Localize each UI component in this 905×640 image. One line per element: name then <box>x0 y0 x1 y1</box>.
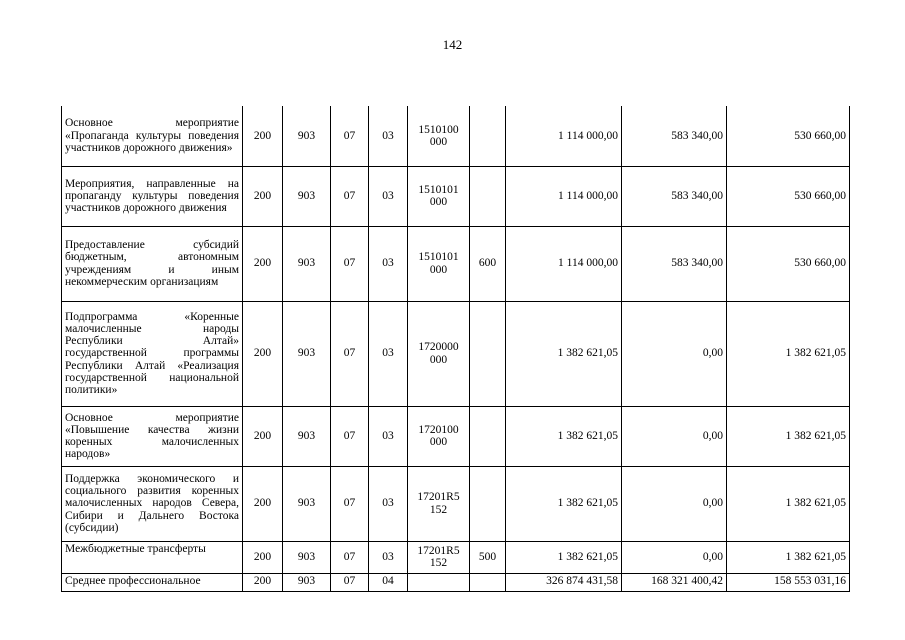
row-sum-1: 1 382 621,05 <box>506 541 622 573</box>
row-section: 07 <box>331 466 369 541</box>
row-subsection: 03 <box>369 226 408 301</box>
table-row <box>62 406 850 466</box>
table-row <box>62 166 850 226</box>
row-code: 200 <box>243 166 283 226</box>
row-department-code: 903 <box>283 226 331 301</box>
row-sum-3: 1 382 621,05 <box>727 301 850 406</box>
row-section: 07 <box>331 301 369 406</box>
row-expense-type <box>470 573 506 591</box>
row-sum-3: 530 660,00 <box>727 106 850 166</box>
row-department-code: 903 <box>283 166 331 226</box>
row-sum-2: 0,00 <box>622 466 727 541</box>
row-sum-3: 530 660,00 <box>727 166 850 226</box>
row-sum-1: 1 382 621,05 <box>506 406 622 466</box>
row-name: Подпрограмма «Коренные малочисленные народы Республики Алтай» государственной программы Республики Алтай «Реализация государственной национальной политики» <box>62 301 243 406</box>
row-sum-2: 168 321 400,42 <box>622 573 727 591</box>
row-sum-1: 1 114 000,00 <box>506 226 622 301</box>
row-sum-2: 583 340,00 <box>622 226 727 301</box>
table-row <box>62 301 850 406</box>
row-expense-type <box>470 106 506 166</box>
row-name: Предоставление субсидий бюджетным, автономным учреждениям и иным некоммерческим организациям <box>62 226 243 301</box>
row-code: 200 <box>243 301 283 406</box>
row-subsection: 03 <box>369 406 408 466</box>
row-target-article: 1510101 000 <box>408 226 470 301</box>
table-row <box>62 106 850 166</box>
row-section: 07 <box>331 406 369 466</box>
table-row <box>62 541 850 573</box>
row-sum-1: 1 382 621,05 <box>506 466 622 541</box>
row-target-article: 1510101 000 <box>408 166 470 226</box>
row-target-article <box>408 573 470 591</box>
row-target-article: 1720100 000 <box>408 406 470 466</box>
row-name: Межбюджетные трансферты <box>62 541 243 573</box>
page-number: 142 <box>442 37 463 52</box>
row-sum-3: 158 553 031,16 <box>727 573 850 591</box>
row-sum-1: 1 382 621,05 <box>506 301 622 406</box>
row-code: 200 <box>243 226 283 301</box>
row-subsection: 03 <box>369 541 408 573</box>
row-sum-2: 0,00 <box>622 541 727 573</box>
row-section: 07 <box>331 573 369 591</box>
row-section: 07 <box>331 166 369 226</box>
row-expense-type <box>470 406 506 466</box>
row-sum-3: 1 382 621,05 <box>727 541 850 573</box>
row-name: Основное мероприятие «Пропаганда культуры поведения участников дорожного движения» <box>62 106 243 166</box>
row-department-code: 903 <box>283 301 331 406</box>
row-target-article: 17201R5 152 <box>408 541 470 573</box>
row-expense-type <box>470 466 506 541</box>
row-name: Мероприятия, направленные на пропаганду культуры поведения участников дорожного движения <box>62 166 243 226</box>
row-sum-1: 326 874 431,58 <box>506 573 622 591</box>
row-code: 200 <box>243 541 283 573</box>
row-sum-2: 0,00 <box>622 301 727 406</box>
row-code: 200 <box>243 573 283 591</box>
row-department-code: 903 <box>283 406 331 466</box>
row-department-code: 903 <box>283 466 331 541</box>
row-subsection: 03 <box>369 106 408 166</box>
row-sum-3: 530 660,00 <box>727 226 850 301</box>
row-code: 200 <box>243 406 283 466</box>
table-row <box>62 573 850 591</box>
row-code: 200 <box>243 466 283 541</box>
row-subsection: 03 <box>369 301 408 406</box>
row-sum-3: 1 382 621,05 <box>727 406 850 466</box>
row-target-article: 1510100 000 <box>408 106 470 166</box>
row-sum-3: 1 382 621,05 <box>727 466 850 541</box>
row-department-code: 903 <box>283 106 331 166</box>
table-row <box>62 466 850 541</box>
row-sum-2: 0,00 <box>622 406 727 466</box>
row-expense-type: 500 <box>470 541 506 573</box>
row-sum-2: 583 340,00 <box>622 106 727 166</box>
row-sum-1: 1 114 000,00 <box>506 166 622 226</box>
row-name: Среднее профессиональное <box>62 573 243 591</box>
row-department-code: 903 <box>283 573 331 591</box>
row-sum-1: 1 114 000,00 <box>506 106 622 166</box>
row-expense-type: 600 <box>470 226 506 301</box>
row-section: 07 <box>331 106 369 166</box>
row-subsection: 03 <box>369 166 408 226</box>
row-sum-2: 583 340,00 <box>622 166 727 226</box>
row-target-article: 1720000 000 <box>408 301 470 406</box>
row-name: Основное мероприятие «Повышение качества жизни коренных малочисленных народов» <box>62 406 243 466</box>
row-name: Поддержка экономического и социального развития коренных малочисленных народов Севера, Сибири и Дальнего Востока (субсидии) <box>62 466 243 541</box>
row-target-article: 17201R5 152 <box>408 466 470 541</box>
row-section: 07 <box>331 541 369 573</box>
row-subsection: 04 <box>369 573 408 591</box>
row-code: 200 <box>243 106 283 166</box>
table-row <box>62 226 850 301</box>
row-department-code: 903 <box>283 541 331 573</box>
row-section: 07 <box>331 226 369 301</box>
budget-table <box>61 106 850 592</box>
row-expense-type <box>470 166 506 226</box>
row-subsection: 03 <box>369 466 408 541</box>
row-expense-type <box>470 301 506 406</box>
